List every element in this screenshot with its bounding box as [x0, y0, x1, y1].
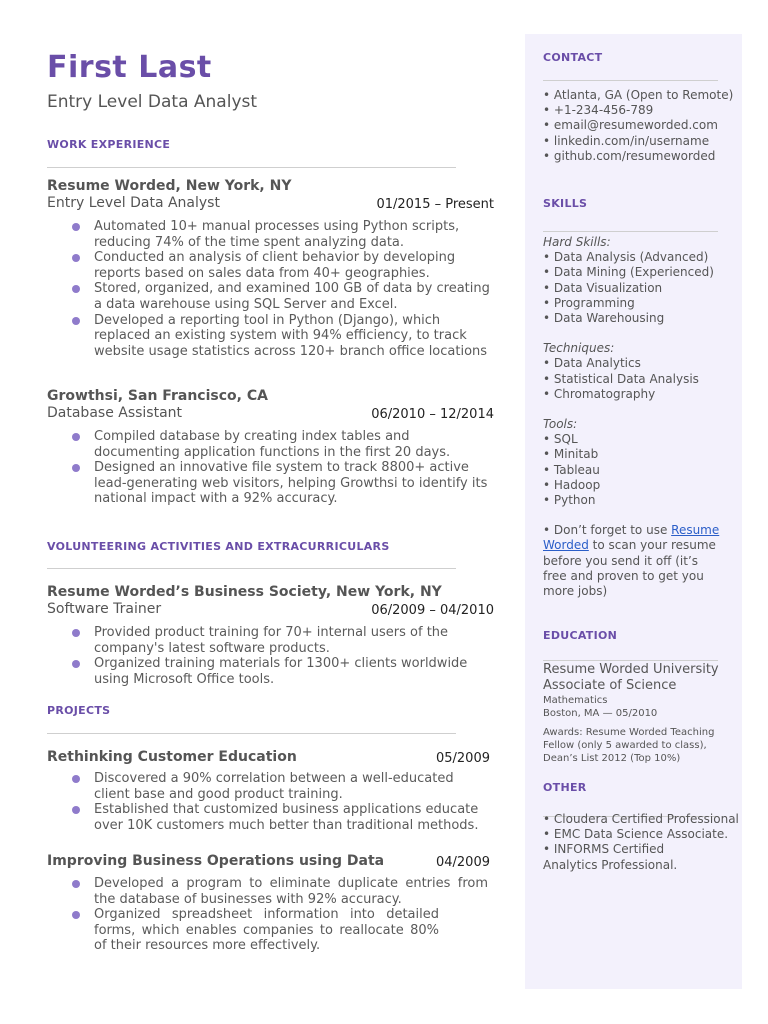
list-item: Established that customized business applications educate over 10K customers much better than traditional methods. [70, 802, 490, 833]
resume-worded-link[interactable]: Resume Worded [543, 523, 720, 553]
bullet-dot-icon [72, 806, 80, 814]
hard-skills-label: Hard Skills: [543, 235, 611, 249]
divider [47, 568, 456, 569]
section-title-other: OTHER [543, 781, 587, 794]
list-item: • Chromatography [543, 386, 656, 401]
bullet-dot-icon [72, 880, 80, 888]
list-item: • Data Mining (Experienced) [543, 265, 714, 280]
skills-list [543, 235, 733, 599]
list-item: Conducted an analysis of client behavior by developing reports based on sales data from 40+ geographies. [70, 250, 490, 281]
job-bullets [70, 625, 490, 687]
job-date: 06/2009 – 04/2010 [371, 603, 494, 618]
contact-linkedin[interactable]: • linkedin.com/in/username [543, 133, 710, 148]
contact-location: • Atlanta, GA (Open to Remote) [543, 88, 734, 102]
bullet-dot-icon [72, 660, 80, 668]
contact-phone: • +1-234-456-789 [543, 103, 654, 118]
list-item: • Cloudera Certified Professional [543, 812, 739, 826]
list-item: Automated 10+ manual processes using Python scripts, reducing 74% of the time spent analyzing data. [70, 219, 490, 250]
list-item: Organized spreadsheet information into detailed forms, which enables companies to reallocate 80% of their resources more effectively. [70, 907, 439, 954]
list-item: Designed an innovative file system to track 8800+ active lead-generating web visitors, helping Growthsi to identify its national impact with a 92% accuracy. [70, 460, 490, 507]
section-title-projects: PROJECTS [47, 704, 111, 717]
education-block [543, 662, 733, 765]
job-company: Resume Worded, New York, NY [47, 178, 292, 194]
list-item: • Hadoop [543, 477, 601, 492]
divider [543, 660, 718, 661]
divider [47, 733, 456, 734]
list-item: • Data Analysis (Advanced) [543, 250, 709, 265]
list-item: Developed a program to eliminate duplicate entries from the database of businesses with 92% accuracy. [70, 876, 488, 907]
divider [543, 80, 718, 81]
bullet-dot-icon [72, 317, 80, 325]
job-role: Entry Level Data Analyst [47, 195, 220, 211]
resume-title: Entry Level Data Analyst [47, 92, 258, 112]
section-title-skills: SKILLS [543, 197, 588, 210]
other-list [543, 812, 739, 873]
list-item: • Data Visualization [543, 280, 663, 295]
project-title: Improving Business Operations using Data [47, 853, 385, 869]
techniques-label: Techniques: [543, 341, 615, 356]
job-date: 06/2010 – 12/2014 [371, 407, 494, 422]
job-company: Resume Worded’s Business Society, New York, NY [47, 584, 442, 600]
bullet-dot-icon [72, 911, 80, 919]
list-item: • Data Warehousing [543, 311, 665, 326]
list-item: Discovered a 90% correlation between a well-educated client base and good product training. [70, 771, 490, 802]
resume-name: First Last [47, 50, 212, 85]
divider [543, 231, 718, 232]
list-item: Developed a reporting tool in Python (Django), which replaced an existing system with 94% efficiency, to track website usage statistics across 120+ branch office locations [70, 313, 490, 360]
job-company: Growthsi, San Francisco, CA [47, 388, 268, 404]
bullet-dot-icon [72, 464, 80, 472]
bullet-dot-icon [72, 433, 80, 441]
tip-text: • Don’t forget to use Resume Worded to scan your resume before you send it off (it’s free and proven to get you more jobs) [543, 523, 720, 599]
education-awards: Awards: Resume Worded Teaching Fellow (only 5 awarded to class), Dean’s List 2012 (Top 10%) [543, 727, 715, 764]
list-item: • SQL [543, 432, 578, 447]
bullet-dot-icon [72, 629, 80, 637]
bullet-dot-icon [72, 285, 80, 293]
project-bullets [70, 876, 488, 954]
list-item: • Statistical Data Analysis [543, 371, 699, 386]
job-role: Database Assistant [47, 405, 183, 421]
list-item: • Minitab [543, 447, 599, 462]
list-item: Compiled database by creating index tables and documenting application functions in the first 20 days. [70, 429, 490, 460]
bullet-dot-icon [72, 254, 80, 262]
project-bullets [70, 771, 490, 833]
list-item: • EMC Data Science Associate. [543, 827, 729, 842]
divider [47, 167, 456, 168]
section-title-work: WORK EXPERIENCE [47, 138, 171, 151]
list-item: Organized training materials for 1300+ clients worldwide using Microsoft Office tools. [70, 656, 490, 687]
list-item: • INFORMS Certified Analytics Professional. [543, 842, 678, 872]
project-date: 04/2009 [435, 855, 490, 870]
section-title-education: EDUCATION [543, 629, 618, 642]
education-major: Mathematics [543, 695, 608, 706]
contact-github[interactable]: • github.com/resumeworded [543, 148, 716, 163]
list-item: Stored, organized, and examined 100 GB of data by creating a data warehouse using SQL Server and Excel. [70, 281, 490, 312]
list-item: • Python [543, 493, 596, 508]
job-bullets [70, 429, 490, 507]
education-degree: Associate of Science [543, 678, 677, 693]
job-role: Software Trainer [47, 601, 162, 617]
job-bullets [70, 219, 490, 359]
bullet-dot-icon [72, 775, 80, 783]
list-item: Provided product training for 70+ internal users of the company's latest software products. [70, 625, 490, 656]
section-title-volunteering: VOLUNTEERING ACTIVITIES AND EXTRACURRICULARS [47, 540, 390, 553]
project-date: 05/2009 [435, 751, 490, 766]
contact-list [543, 88, 733, 164]
list-item: • Tableau [543, 462, 600, 477]
section-title-contact: CONTACT [543, 51, 603, 64]
bullet-dot-icon [72, 223, 80, 231]
contact-email[interactable]: • email@resumeworded.com [543, 118, 718, 133]
list-item: • Data Analytics [543, 356, 641, 371]
list-item: • Programming [543, 295, 635, 310]
education-location: Boston, MA — 05/2010 [543, 708, 658, 719]
project-title: Rethinking Customer Education [47, 749, 297, 765]
tools-label: Tools: [543, 417, 578, 432]
job-date: 01/2015 – Present [376, 197, 494, 212]
education-school: Resume Worded University [543, 662, 719, 677]
